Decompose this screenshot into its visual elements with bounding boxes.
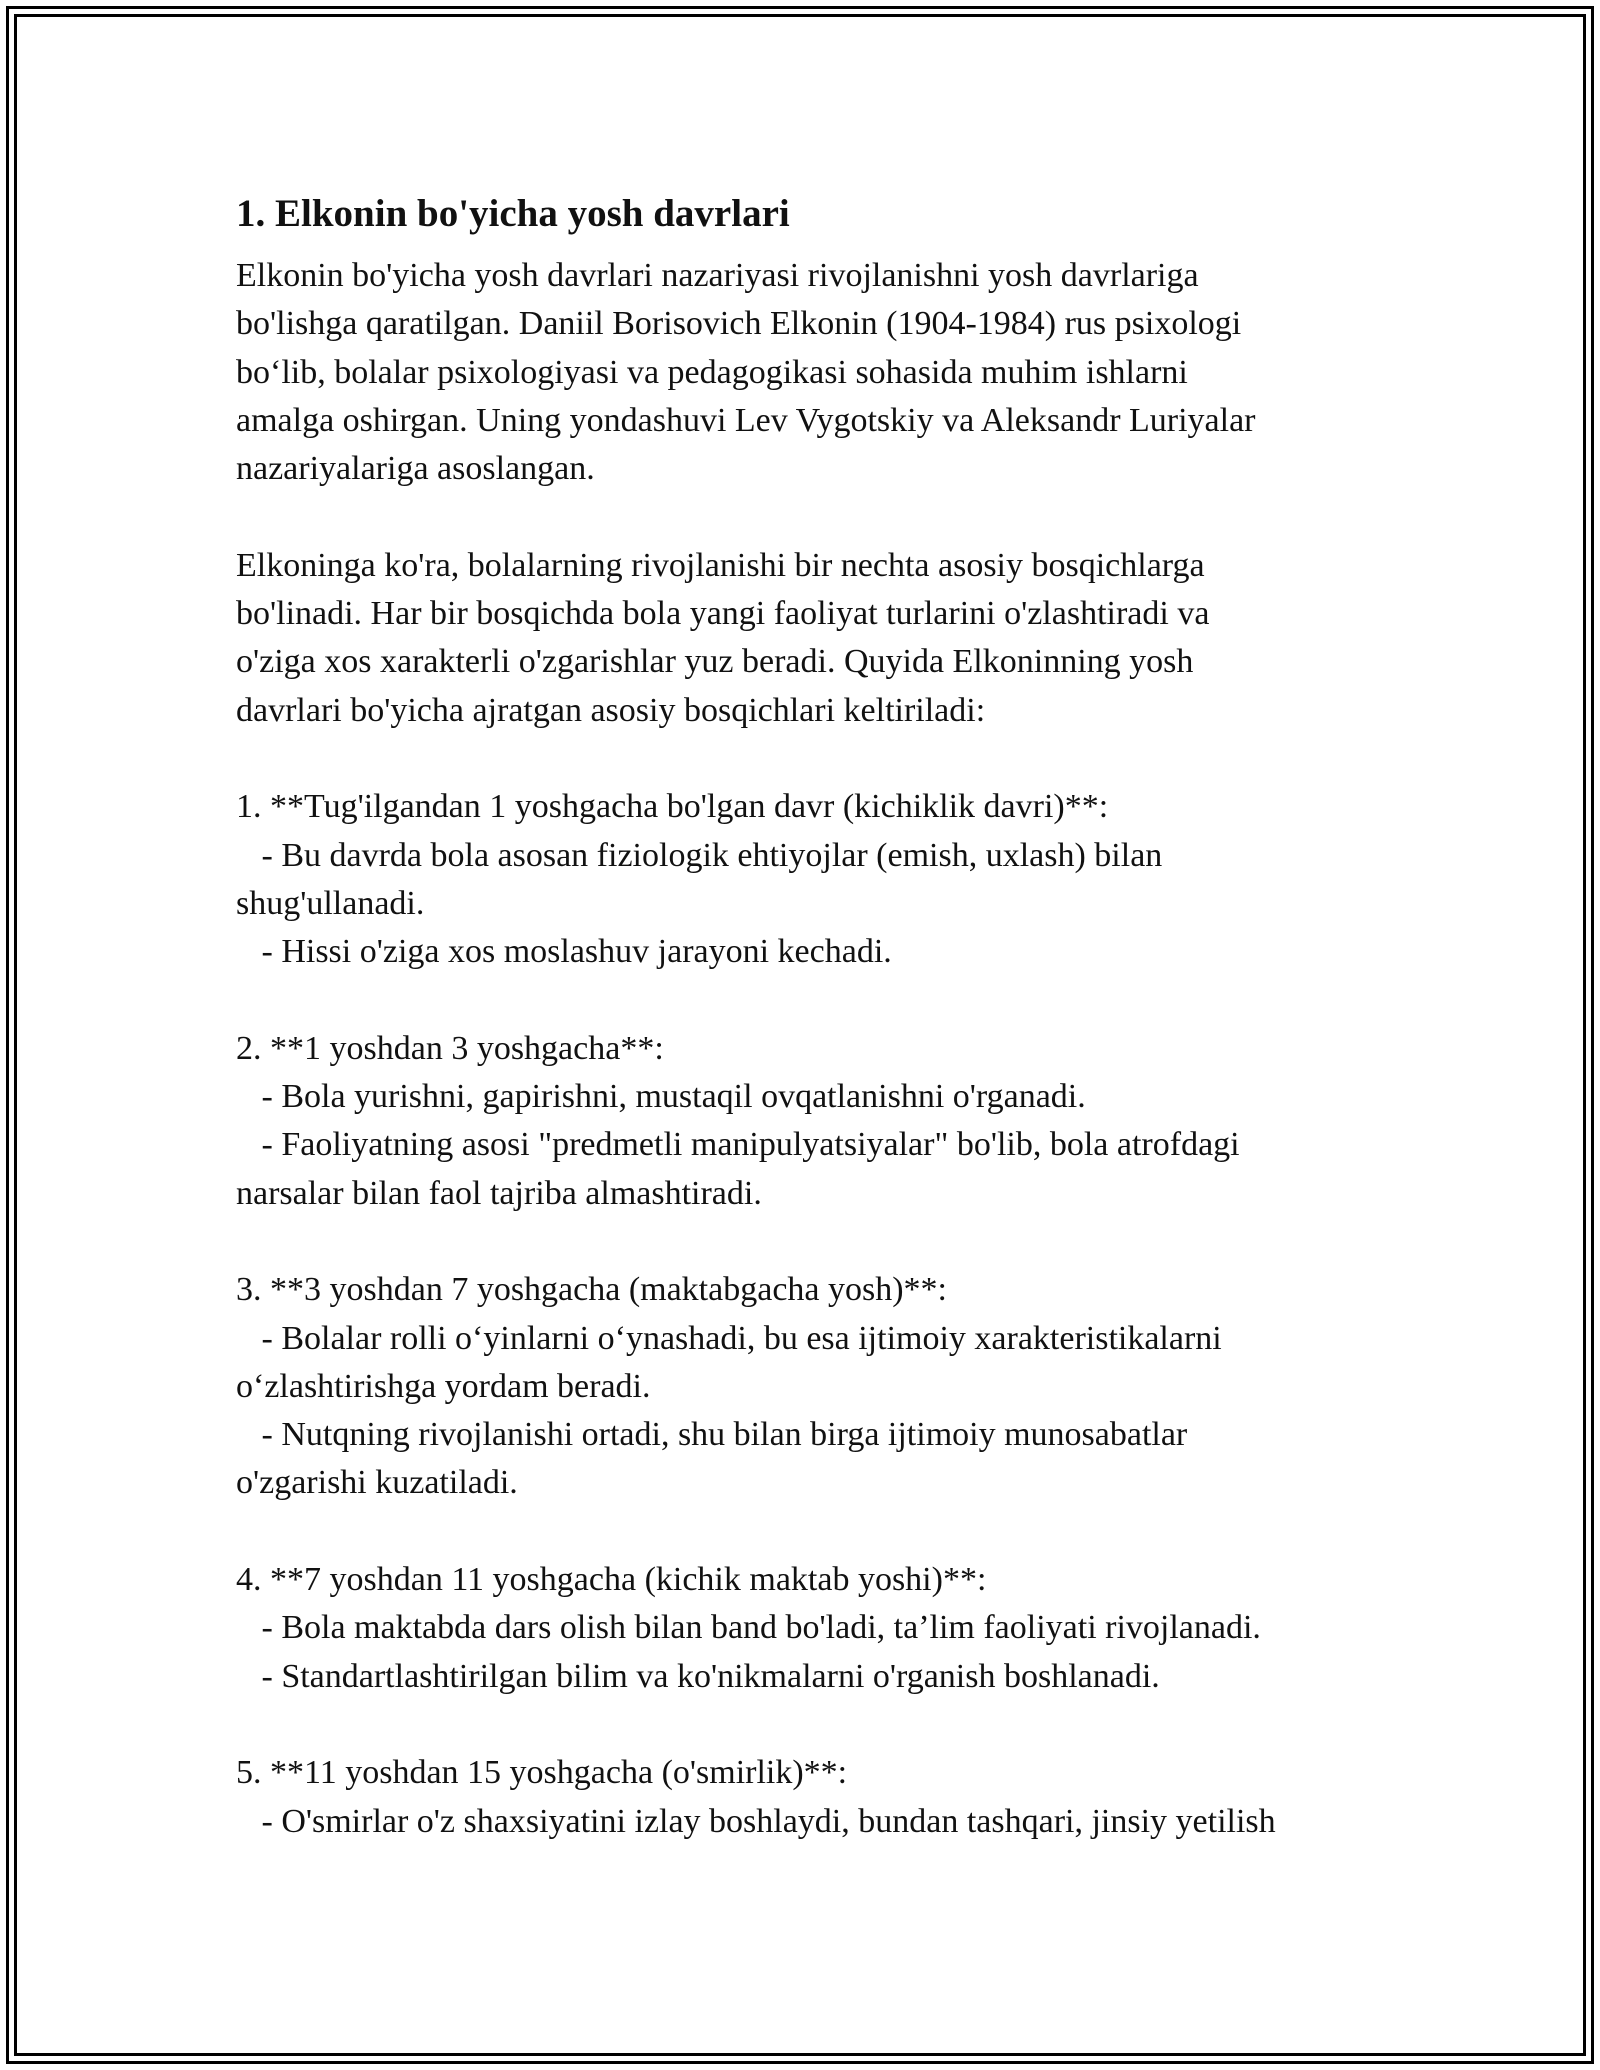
paragraph-gap <box>236 735 1396 783</box>
stage-detail-line: - Nutqning rivojlanishi ortadi, shu bilan birga ijtimoiy munosabatlar <box>236 1416 1188 1454</box>
paragraph-gap <box>236 1508 1396 1556</box>
text-line: davrlari bo'yicha ajratgan asosiy bosqichlari keltiriladi: <box>236 691 986 729</box>
paragraph-gap <box>236 976 1396 1024</box>
stage-3-item <box>236 1266 1396 1507</box>
document-title: 1. Elkonin bo'yicha yosh davrlari <box>236 192 790 235</box>
stage-detail-line: - Bola maktabda dars olish bilan band bo'ladi, ta’lim faoliyati rivojlanadi. <box>236 1609 1261 1647</box>
stage-heading: 5. **11 yoshdan 15 yoshgacha (o'smirlik)**: <box>236 1754 848 1792</box>
stage-detail-line: - Bola yurishni, gapirishni, mustaqil ovqatlanishni o'rganadi. <box>236 1078 1086 1116</box>
stage-detail-line: - Hissi o'ziga xos moslashuv jarayoni kechadi. <box>236 933 892 971</box>
stage-heading: 2. **1 yoshdan 3 yoshgacha**: <box>236 1029 664 1067</box>
stage-heading: 4. **7 yoshdan 11 yoshgacha (kichik maktab yoshi)**: <box>236 1561 987 1599</box>
document-body <box>236 184 1396 1846</box>
stage-4-item <box>236 1556 1396 1701</box>
text-line: nazariyalariga asoslangan. <box>236 450 595 488</box>
stage-detail-line: o'zgarishi kuzatiladi. <box>236 1464 518 1502</box>
text-line: Elkoninga ko'ra, bolalarning rivojlanishi bir nechta asosiy bosqichlarga <box>236 546 1205 584</box>
stage-heading: 1. **Tug'ilgandan 1 yoshgacha bo'lgan davr (kichiklik davri)**: <box>236 788 1109 826</box>
stage-1-item <box>236 783 1396 976</box>
intro-paragraph <box>236 252 1396 493</box>
stage-detail-line: - Standartlashtirilgan bilim va ko'nikmalarni o'rganish boshlanadi. <box>236 1657 1160 1695</box>
paragraph-gap <box>236 1701 1396 1749</box>
stage-detail-line: narsalar bilan faol tajriba almashtiradi. <box>236 1174 762 1212</box>
stage-5-item <box>236 1749 1396 1846</box>
text-line: bo‘lib, bolalar psixologiyasi va pedagogikasi sohasida muhim ishlarni <box>236 353 1188 391</box>
stages-intro-paragraph <box>236 542 1396 735</box>
stage-heading: 3. **3 yoshdan 7 yoshgacha (maktabgacha yosh)**: <box>236 1271 947 1309</box>
stage-2-item <box>236 1025 1396 1218</box>
stage-detail-line: shug'ullanadi. <box>236 884 425 922</box>
paragraph-gap <box>236 1218 1396 1266</box>
stage-detail-line: - Bu davrda bola asosan fiziologik ehtiyojlar (emish, uxlash) bilan <box>236 836 1163 874</box>
stage-detail-line: - Bolalar rolli o‘yinlarni o‘ynashadi, bu esa ijtimoiy xarakteristikalarni <box>236 1319 1222 1357</box>
stage-detail-line: o‘zlashtirishga yordam beradi. <box>236 1367 651 1405</box>
text-line: bo'linadi. Har bir bosqichda bola yangi faoliyat turlarini o'zlashtiradi va <box>236 595 1210 633</box>
text-line: bo'lishga qaratilgan. Daniil Borisovich Elkonin (1904-1984) rus psixologi <box>236 305 1242 343</box>
stage-detail-line: - Faoliyatning asosi "predmetli manipulyatsiyalar" bo'lib, bola atrofdagi <box>236 1126 1240 1164</box>
paragraph-gap <box>236 493 1396 541</box>
text-line: amalga oshirgan. Uning yondashuvi Lev Vygotskiy va Aleksandr Luriyalar <box>236 401 1256 439</box>
text-line: Elkonin bo'yicha yosh davrlari nazariyasi rivojlanishni yosh davrlariga <box>236 257 1199 294</box>
text-line: o'ziga xos xarakterli o'zgarishlar yuz beradi. Quyida Elkoninning yosh <box>236 643 1194 681</box>
stage-detail-line: - O'smirlar o'z shaxsiyatini izlay boshlaydi, bundan tashqari, jinsiy yetilish <box>236 1802 1276 1840</box>
